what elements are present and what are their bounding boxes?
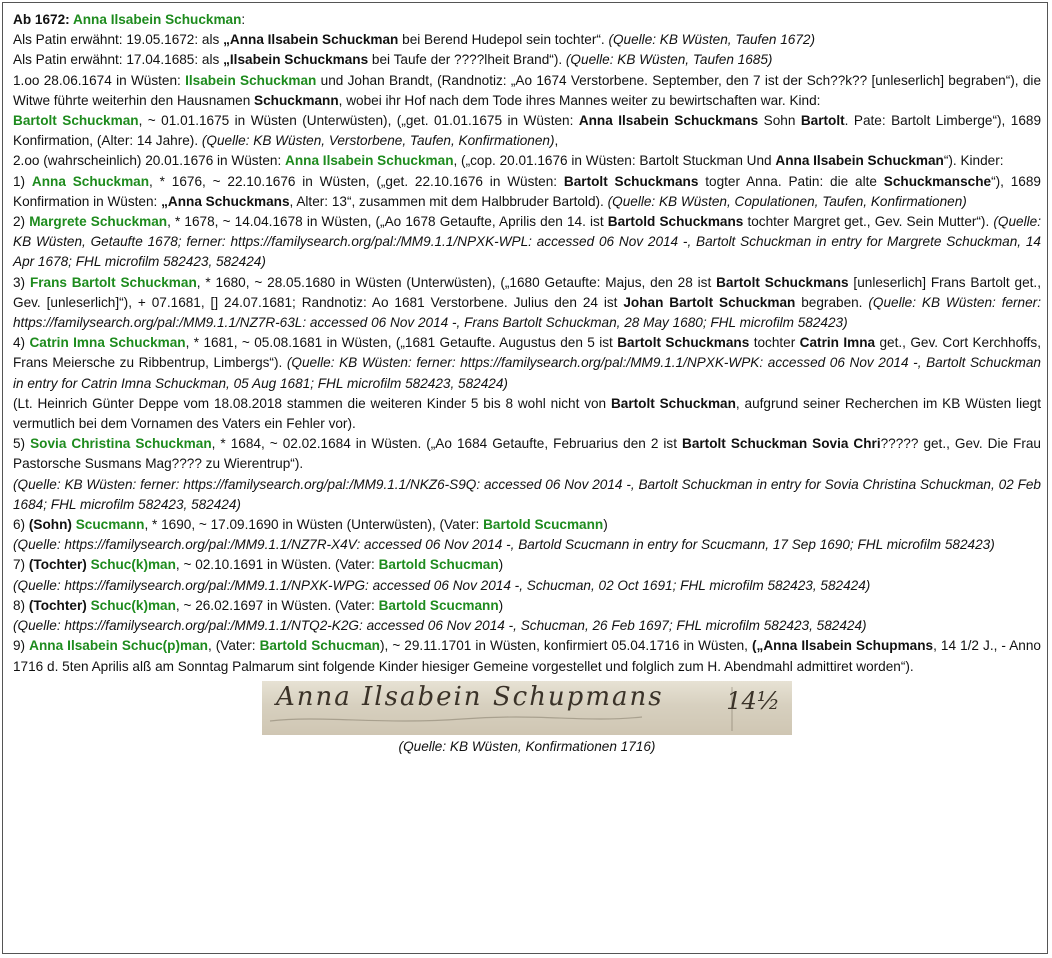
text-line [13,172,1041,212]
person-name: Catrin Imna Schuckman [29,335,186,351]
text-segment: , * 1684, ~ 02.02.1684 in Wüsten. („Ao 1684 Getaufte, Februarius den 2 ist [211,436,683,452]
text-segment: get., Gev. Cort Kerchhoffs, Frans Meiersche zu Ribbentrup, Limbergs“). [13,335,1042,371]
source-citation: (Quelle: KB Wüsten, Taufen 1685) [565,52,773,68]
person-name: Margrete Schuckman [29,214,168,230]
text-segment: , Alter: 13“, zusammen mit dem Halbbruder Bartold). [289,193,608,209]
text-line [13,434,1041,474]
text-segment: togter Anna. Patin: die alte [698,173,884,189]
text-segment: , * 1680, ~ 28.05.1680 in Wüsten (Unterwüsten), („1680 Getaufte: Majus, den 28 ist [196,274,717,290]
source-citation: (Quelle: KB Wüsten, Verstorbene, Taufen, Konfirmationen) [201,133,555,149]
text-segment: 5) [13,436,31,452]
bold-text: (Tochter) [28,597,87,613]
text-line [13,10,1041,30]
text-segment: ????? get., Gev. Die Frau Pastorsche Susmans Mag???? zu Wierentrup“). [13,436,1041,472]
person-name: Bartold Schucman [378,557,499,573]
text-segment: bei Taufe der ????lheit Brand“). [368,52,566,68]
image-caption: (Quelle: KB Wüsten, Konfirmationen 1716) [398,738,656,754]
text-segment: , aufgrund seiner Recherchen im KB Wüsten liegt vermutlich bei dem Vornamen des Vaters ein Fehler vor). [13,395,1041,432]
text-segment: 2.oo (wahrscheinlich) 20.01.1676 in Wüsten: [13,153,286,169]
bold-text: Anna Ilsabein Schuckmans [578,113,759,129]
bold-text: „Anna Schuckmans [161,193,290,209]
bold-text: Catrin Imna [799,335,876,351]
source-citation: (Quelle: KB Wüsten: ferner: https://familysearch.org/pal:/MM9.1.1/NZ7R-63L: accessed 06 Nov 2014 -, Frans Bartolt Schuckman, 28 May 1680; FHL microfilm 582423) [13,294,1041,331]
text-segment: tochter Margret get., Gev. Sein Mutter“). [743,214,994,230]
handwriting-text: Anna Ilsabein Schupmans [276,681,664,712]
person-name: Schuc(k)man [90,557,176,573]
text-segment: , (Vater: [207,638,260,654]
text-segment: , * 1690, ~ 17.09.1690 in Wüsten (Unterwüsten), (Vater: [144,517,484,533]
bold-text: Ab 1672: [13,12,73,27]
text-segment: , * 1681, ~ 05.08.1681 in Wüsten, („1681 Getaufte. Augustus den 5 ist [185,335,618,351]
person-name: Schuc(k)man [90,597,176,613]
text-segment: , [554,133,559,149]
text-segment: (Lt. Heinrich Günter Deppe vom 18.08.2018 stammen die weiteren Kinder 5 bis 8 wohl nicht von [13,395,611,411]
text-segment: , ~ 01.01.1675 in Wüsten (Unterwüsten), („get. 01.01.1675 in Wüsten: [138,113,579,129]
text-segment: 9) [13,638,30,654]
text-line [13,151,1041,171]
text-segment: ) [498,597,504,613]
text-segment: : [241,12,246,27]
text-line [13,576,1041,596]
bold-text: Anna Ilsabein Schuckman [775,153,944,169]
text-segment: 7) [13,557,29,573]
document-frame [2,2,1048,954]
person-name: Anna Ilsabein Schuc(p)man [29,638,208,654]
text-segment: 4) [13,335,30,351]
text-line [13,212,1041,273]
text-segment: bei Berend Hudepol sein tochter“. [398,32,609,48]
text-segment: ) [498,557,504,573]
text-line [13,535,1041,555]
text-line [13,555,1041,575]
text-line [13,273,1041,334]
text-segment: , * 1678, ~ 14.04.1678 in Wüsten, („Ao 1678 Getaufte, Aprilis den 14. ist [167,214,608,230]
text-segment: “). Kinder: [943,153,1004,169]
text-line [13,475,1041,515]
bold-text: (Sohn) [28,517,72,533]
text-segment: ), ~ 29.11.1701 in Wüsten, konfirmiert 05.04.1716 in Wüsten, [379,638,753,654]
person-name: Anna Ilsabein Schuckman [72,12,242,27]
bold-text: Johan Bartolt Schuckman [623,294,796,310]
bold-text: Bartolt Schuckmans [617,335,750,351]
source-citation: (Quelle: KB Wüsten: ferner: https://familysearch.org/pal:/MM9.1.1/NPXK-WPK: accessed 06 Nov 2014 -, Bartolt Schuckman in entry for Catrin Imna Schuckman, 05 Aug 1681; FHL microfilm 582423, 582424) [13,355,1041,391]
text-segment: , ~ 02.10.1691 in Wüsten. (Vater: [175,557,379,573]
text-line [13,636,1041,676]
source-citation: (Quelle: https://familysearch.org/pal:/MM9.1.1/NPXK-WPG: accessed 06 Nov 2014 -, Schucman, 02 Oct 1691; FHL microfilm 582423, 582424) [13,577,871,593]
text-line [13,71,1041,111]
text-segment: und Johan Brandt, (Randnotiz: „Ao 1674 Verstorbene. September, den 7 ist der Sch??k?? [unleserlich] begraben“), die Witwe führte weiterhin den Hausnamen [13,72,1042,108]
bold-text: („Anna Ilsabein Schupmans [752,638,934,654]
text-segment: Als Patin erwähnt: 19.05.1672: als [13,32,224,48]
text-line [13,394,1041,434]
text-line [13,515,1041,535]
source-citation: (Quelle: KB Wüsten, Taufen 1672) [608,32,815,48]
text-line [13,30,1041,50]
source-citation: (Quelle: KB Wüsten, Getaufte 1678; ferner: https://familysearch.org/pal:/MM9.1.1/NPXK-WPL: accessed 06 Nov 2014 -, Bartolt Schuckman in entry for Margrete Schuckman, 14 Apr 1678; FHL microfilm 582423, 582424) [13,214,1041,270]
text-segment: 1.oo 28.06.1674 in Wüsten: [13,72,186,88]
text-segment: Als Patin erwähnt: 17.04.1685: als [13,52,224,68]
bold-text: Bartolt Schuckmans [716,274,849,290]
text-line [13,333,1041,394]
text-segment: begraben. [795,294,869,310]
bold-text: Bartolt Schuckmans [563,173,699,189]
text-segment: ) [603,517,608,533]
text-segment: 6) [13,517,29,533]
text-segment: , 14 1/2 J., - Anno 1716 d. 5ten Aprilis alß am Sonntag Palmarum sint folgende Kinder hiesiger Gemeine vorgestellet und folglich zum H. Abendmahl admittiret worden“). [13,638,1041,674]
bold-text: Bartolt Schuckman Sovia Chri [682,436,881,452]
bold-text: „Ilsabein Schuckmans [223,52,369,68]
text-segment: tochter [749,335,800,351]
source-citation: (Quelle: KB Wüsten: ferner: https://familysearch.org/pal:/MM9.1.1/NKZ6-S9Q: accessed 06 Nov 2014 -, Bartolt Schuckman in entry for Sovia Christina Schuckman, 02 Feb 1684; FHL microfilm 582423, 582424) [13,476,1041,512]
text-line [13,596,1041,616]
bold-text: Bartolt [800,113,845,129]
source-citation: (Quelle: KB Wüsten, Copulationen, Taufen, Konfirmationen) [607,193,967,209]
person-name: Anna Schuckman [31,173,150,189]
bold-text: Schuckmansche [883,173,992,189]
bold-text: (Tochter) [28,557,87,573]
person-name: Frans Bartolt Schuckman [29,274,197,290]
person-name: Ilsabein Schuckman [185,72,317,88]
person-name: Sovia Christina Schuckman [30,436,212,452]
person-name: Bartold Schucman [259,638,380,654]
text-line [13,616,1041,636]
text-segment: , („cop. 20.01.1676 in Wüsten: Bartolt Stuckman Und [453,153,776,169]
text-line [13,111,1041,151]
text-segment: Sohn [758,113,801,129]
text-segment: . Pate: Bartolt Limberge“), 1689 Konfirmation, (Alter: 14 Jahre). [13,113,1041,149]
person-name: Bartolt Schuckman [13,113,139,129]
text-segment: 3) [13,274,30,290]
text-segment: 2) [13,214,30,230]
text-segment: 8) [13,597,29,613]
bold-text: Bartolt Schuckman [610,395,736,411]
bold-text: „Anna Ilsabein Schuckman [223,32,399,48]
text-segment: “), 1689 Konfirmation in Wüsten: [13,173,1041,209]
text-segment: , * 1676, ~ 22.10.1676 in Wüsten, („get. 22.10.1676 in Wüsten: [149,173,564,189]
person-name: Bartold Scucmann [378,597,499,613]
person-name: Bartold Scucmann [483,517,604,533]
source-citation: (Quelle: https://familysearch.org/pal:/MM9.1.1/NZ7R-X4V: accessed 06 Nov 2014 -, Bartold Scucmann in entry for Scucmann, 17 Sep 1690; FHL microfilm 582423) [13,537,995,553]
genealogy-text [13,10,1041,677]
person-name: Anna Ilsabein Schuckman [285,153,454,169]
handwriting-scan-image [262,681,792,735]
text-segment: 1) [13,173,32,189]
text-segment: , wobei ihr Hof nach dem Tode ihres Mannes weiter zu bewirtschaften war. Kind: [338,92,821,108]
handwriting-age: 14½ [726,686,780,715]
text-line [13,50,1041,70]
bold-text: Bartold Schuckmans [607,214,744,230]
person-name: Scucmann [75,517,145,533]
source-citation: (Quelle: https://familysearch.org/pal:/MM9.1.1/NTQ2-K2G: accessed 06 Nov 2014 -, Schucman, 26 Feb 1697; FHL microfilm 582423, 582424) [13,618,867,634]
bold-text: Schuckmann [254,92,339,108]
text-segment: [unleserlich] Frans Bartolt get., Gev. [unleserlich]“), + 07.1681, [] 24.07.1681; Randnotiz: Ao 1681 Verstorbene. Julius den 24 ist [13,274,1041,310]
text-segment: , ~ 26.02.1697 in Wüsten. (Vater: [175,597,379,613]
